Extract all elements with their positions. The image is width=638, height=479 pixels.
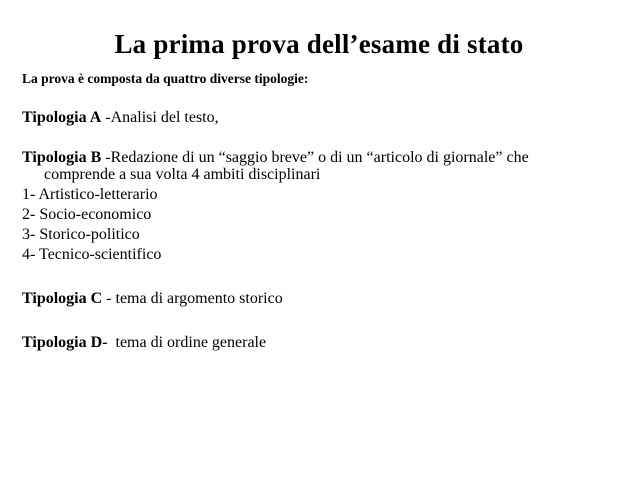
slide-subtitle: La prova è composta da quattro diverse tipologie: xyxy=(22,71,309,86)
ambito-item: 2- Socio-economico xyxy=(22,206,152,223)
tipologia-d-label: Tipologia D- xyxy=(22,334,108,351)
tipologia-b-continuation: comprende a sua volta 4 ambiti disciplinari xyxy=(44,166,321,183)
spacer xyxy=(22,128,622,148)
tipologia-a xyxy=(22,108,622,128)
spacer xyxy=(22,309,622,333)
tipologia-b-text: -Redazione di un “saggio breve” o di un “articolo di giornale” che xyxy=(101,149,529,166)
tipologia-a-label: Tipologia A xyxy=(22,109,102,126)
slide-title: La prima prova dell’esame di stato xyxy=(114,29,524,59)
tipologia-c xyxy=(22,289,622,309)
tipologia-c-label: Tipologia C xyxy=(22,290,103,307)
slide-content xyxy=(22,108,622,353)
ambito-item: 1- Artistico-letterario xyxy=(22,186,158,203)
tipologia-c-text: - tema di argomento storico xyxy=(102,290,283,307)
tipologia-d xyxy=(22,333,622,353)
tipologia-d-text: tema di ordine generale xyxy=(107,334,267,351)
spacer xyxy=(22,265,622,289)
ambito-item: 4- Tecnico-scientifico xyxy=(22,246,162,263)
ambito-item: 3- Storico-politico xyxy=(22,226,140,243)
tipologia-b-label: Tipologia B xyxy=(22,149,102,166)
tipologia-a-text: -Analisi del testo, xyxy=(101,109,219,126)
